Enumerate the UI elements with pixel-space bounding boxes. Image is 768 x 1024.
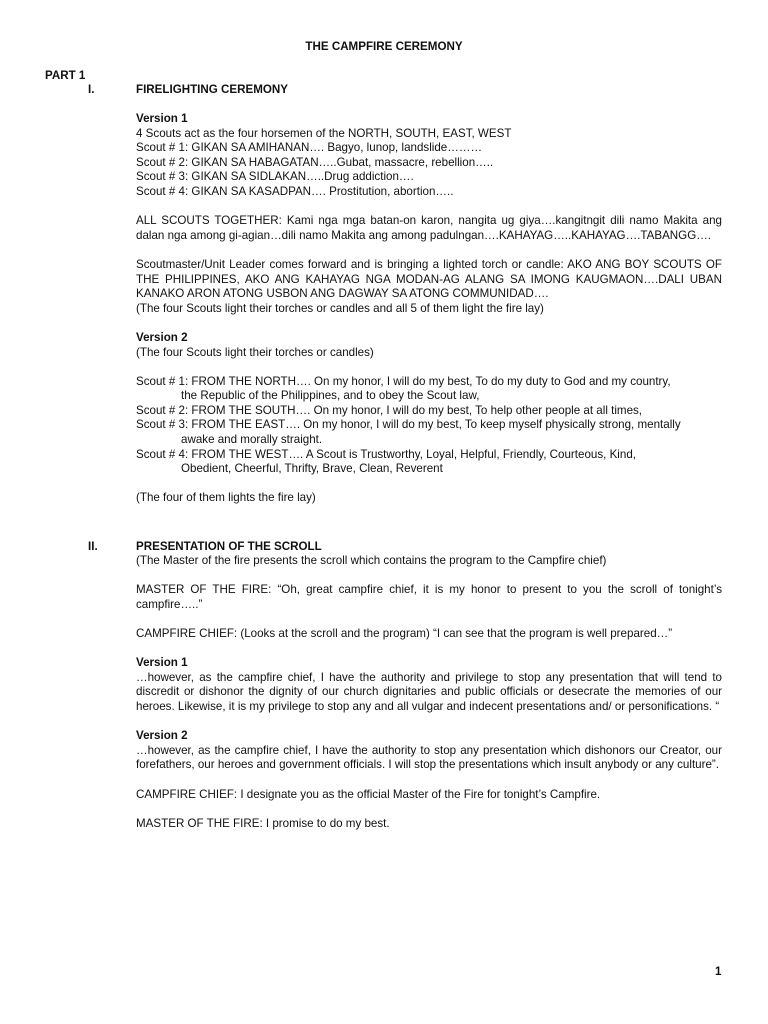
master-of-fire-speech-2: MASTER OF THE FIRE: I promise to do my best. <box>136 816 390 830</box>
section-2-version-1-label: Version 1 <box>136 656 188 670</box>
section-2-heading: PRESENTATION OF THE SCROLL <box>136 540 322 553</box>
section-1-content <box>136 112 722 506</box>
scout-2-line: Scout # 2: GIKAN SA HABAGATAN…..Gubat, massacre, rebellion….. <box>136 155 494 169</box>
scoutmaster-paragraph: Scoutmaster/Unit Leader comes forward and is bringing a lighted torch or candle: AKO ANG BOY SCOUTS OF THE PHILIPPINES, AKO ANG KAHAYAG NGA MODAN-AG ALANG SA IMONG KAUGMAON….DALI UBAN KANAKO ARON ATONG USBON ANG DAGWAY SA ATONG COMMUNIDAD…. <box>136 257 722 301</box>
section-2-version-1-text: …however, as the campfire chief, I have the authority and privilege to stop any presentation that will tend to discredit or dishonor the dignity of our church dignitaries and public officials or desecrate the memories of our heroes. Likewise, it is my privilege to stop any and all vulgar and indecent presentations and/ or personifications. “ <box>136 670 722 713</box>
campfire-chief-speech-2: CAMPFIRE CHIEF: I designate you as the official Master of the Fire for tonight’s Campfire. <box>136 787 601 801</box>
version-1-label: Version 1 <box>136 112 188 125</box>
v2-scout-4-line: Scout # 4: FROM THE WEST…. A Scout is Trustworthy, Loyal, Helpful, Friendly, Courteous, Kind, <box>136 447 637 461</box>
scout-1-line: Scout # 1: GIKAN SA AMIHANAN…. Bagyo, lunop, landslide……… <box>136 141 483 155</box>
all-scouts-paragraph: ALL SCOUTS TOGETHER: Kami nga mga batan-on karon, nangita ug giya….kangitngit dili namo Makita ang dalan nga among gi-agian…dili namo Makita ang among padulngan….KAHAYAG…..KAHAYAG….TABANGG…. <box>136 214 722 242</box>
master-of-fire-speech-1: MASTER OF THE FIRE: “Oh, great campfire chief, it is my honor to present to you the scroll of tonight’s campfire…..” <box>136 583 722 611</box>
part-label: PART 1 <box>45 69 86 82</box>
section-2-version-2-text: …however, as the campfire chief, I have the authority to stop any presentation which dishonors our Creator, our forefathers, our heroes and government officials. I will stop the presentations which insult anybody or any culture”. <box>136 743 722 772</box>
campfire-chief-speech-1: CAMPFIRE CHIEF: (Looks at the scroll and the program) “I can see that the program is well prepared…” <box>136 626 673 640</box>
scout-4-line: Scout # 4: GIKAN SA KASADPAN…. Prostitution, abortion….. <box>136 184 454 198</box>
section-2-version-2-label: Version 2 <box>136 729 188 743</box>
v2-scout-2-line: Scout # 2: FROM THE SOUTH…. On my honor, I will do my best, To help other people at all times, <box>136 403 643 417</box>
section-1-heading: FIRELIGHTING CEREMONY <box>136 83 289 96</box>
scout-3-line: Scout # 3: GIKAN SA SIDLAKAN…..Drug addiction…. <box>136 170 414 184</box>
v2-scout-1-continuation: the Republic of the Philippines, and to obey the Scout law, <box>181 389 480 403</box>
version-2-note: (The four Scouts light their torches or candles) <box>136 345 374 359</box>
v2-scout-3-line: Scout # 3: FROM THE EAST…. On my honor, I will do my best, To keep myself physically strong, mentally <box>136 418 681 432</box>
version-2-closing-note: (The four of them lights the fire lay) <box>136 491 316 505</box>
v2-scout-4-continuation: Obedient, Cheerful, Thrifty, Brave, Clean, Reverent <box>181 462 443 476</box>
section-2-content <box>136 554 722 831</box>
scroll-intro: (The Master of the fire presents the scroll which contains the program to the Campfire chief) <box>136 554 607 567</box>
document-title: THE CAMPFIRE CEREMONY <box>305 40 463 53</box>
version-2-label: Version 2 <box>136 330 188 344</box>
v2-scout-1-line: Scout # 1: FROM THE NORTH…. On my honor, I will do my best, To do my duty to God and my country, <box>136 374 671 388</box>
section-1-numeral: I. <box>88 83 95 96</box>
section-2-numeral: II. <box>88 540 98 553</box>
version-1-note: (The four Scouts light their torches or candles and all 5 of them light the fire lay) <box>136 301 544 315</box>
v2-scout-3-continuation: awake and morally straight. <box>181 433 323 447</box>
page-number: 1 <box>715 965 722 978</box>
version-1-intro: 4 Scouts act as the four horsemen of the NORTH, SOUTH, EAST, WEST <box>136 126 512 140</box>
